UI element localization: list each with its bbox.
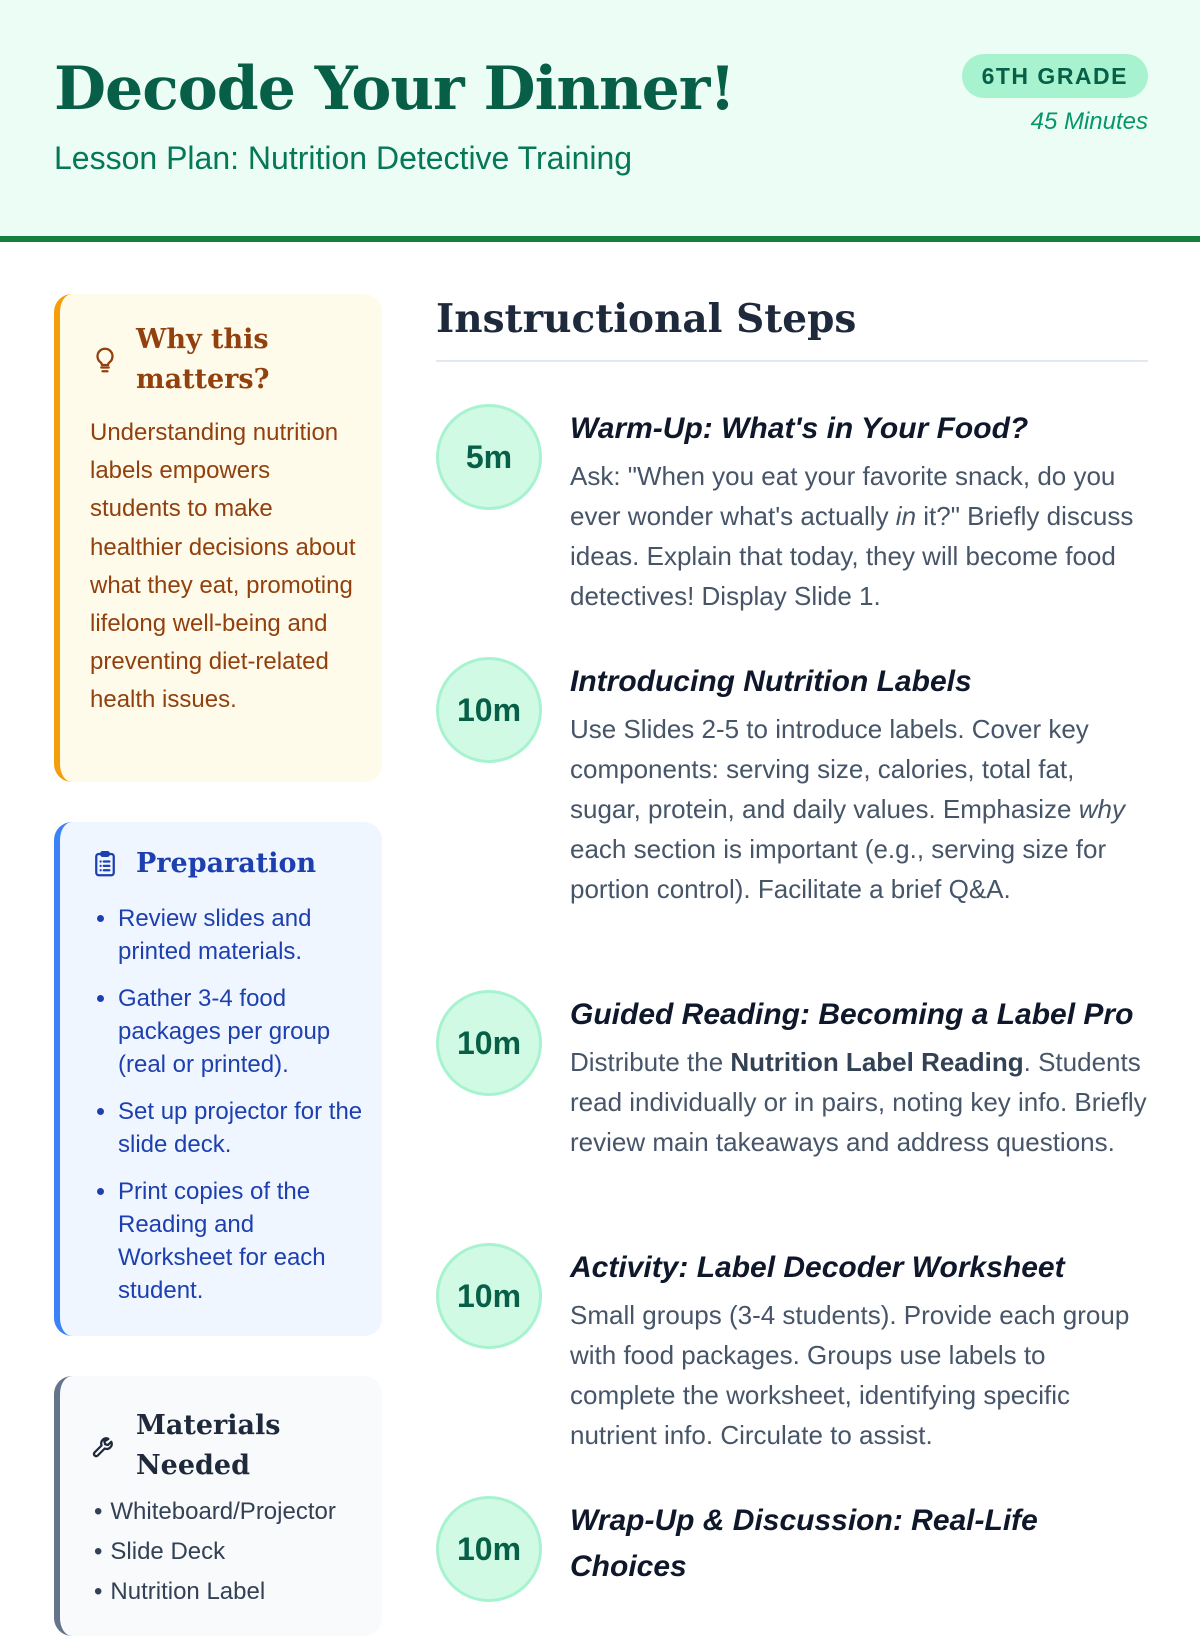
step-description [570, 709, 1148, 909]
why-card-header [90, 320, 286, 400]
list-item: • Review slides and printed materials. [118, 902, 368, 968]
step-description-text: each section is important (e.g., serving size for portion control). Facilitate a brief Q&A. [570, 834, 1107, 904]
materials-card-title: Materials Needed [136, 1410, 281, 1481]
section-title: Instructional Steps [436, 296, 857, 342]
list-item: • Whiteboard/Projector [94, 1492, 374, 1532]
list-item: • Nutrition Label [94, 1572, 374, 1612]
step-title: Guided Reading: Becoming a Label Pro [570, 998, 1134, 1031]
step-description-text: . Students read individually or in pairs, noting key info. Briefly review main takeaways and address questions. [570, 1047, 1147, 1157]
time-badge: 10m [436, 657, 542, 763]
why-card [54, 294, 382, 782]
list-item: • Print copies of the Reading and Worksheet for each student. [118, 1175, 368, 1307]
lesson-header [0, 0, 1200, 242]
time-badge: 10m [436, 1243, 542, 1349]
page-subtitle: Lesson Plan: Nutrition Detective Training [54, 140, 633, 176]
step-title: Warm-Up: What's in Your Food? [570, 412, 1029, 445]
step-title: Wrap-Up & Discussion: Real-Life Choices [570, 1504, 1038, 1583]
list-item: • Set up projector for the slide deck. [118, 1095, 368, 1161]
list-item: • Gather 3-4 food packages per group (real or printed). [118, 982, 368, 1081]
step-title: Activity: Label Decoder Worksheet [570, 1251, 1065, 1284]
page-title: Decode Your Dinner! [54, 54, 735, 124]
step-description-text: Distribute the [570, 1047, 731, 1077]
wrench-icon [90, 1431, 120, 1461]
list-item: • Slide Deck [94, 1532, 374, 1572]
step-description [570, 1042, 1148, 1162]
grade-badge: 6TH GRADE [962, 54, 1148, 98]
preparation-card-header [90, 844, 316, 884]
preparation-list [118, 902, 368, 1321]
step-description: Small groups (3-4 students). Provide each group with food packages. Groups use labels to complete the worksheet, identifying specific nutrient info. Circulate to assist. [570, 1300, 1130, 1450]
lightbulb-icon [90, 345, 120, 375]
step-description-strong: Nutrition Label Reading [730, 1047, 1024, 1077]
step-title: Introducing Nutrition Labels [570, 665, 972, 698]
preparation-card-title: Preparation [136, 848, 317, 879]
why-card-title: Why this matters? [136, 324, 270, 395]
time-badge: 10m [436, 1496, 542, 1602]
materials-card [54, 1376, 382, 1636]
step-description-text: Ask: "When you eat your favorite snack, do you ever wonder what's actually [570, 461, 1116, 531]
why-card-text: Understanding nutrition labels empowers students to make healthier decisions about what they eat, promoting lifelong well-being and preventing diet-related health issues. [90, 419, 356, 714]
materials-card-header [90, 1406, 281, 1486]
duration-label: 45 Minutes [1030, 108, 1148, 135]
step-description-text: Use Slides 2-5 to introduce labels. Cover key components: serving size, calories, total fat, sugar, protein, and daily values. Emphasize [570, 714, 1089, 824]
materials-list [94, 1492, 374, 1612]
step-description-emphasis: in [895, 501, 917, 531]
clipboard-icon [90, 849, 120, 879]
step-description-text: it?" Briefly discuss ideas. Explain that today, they will become food detectives! Display Slide 1. [570, 501, 1134, 611]
step-description-emphasis: why [1078, 794, 1125, 824]
section-divider [436, 360, 1148, 362]
time-badge: 5m [436, 404, 542, 510]
preparation-card [54, 822, 382, 1336]
time-badge: 10m [436, 990, 542, 1096]
step-description [570, 456, 1148, 616]
